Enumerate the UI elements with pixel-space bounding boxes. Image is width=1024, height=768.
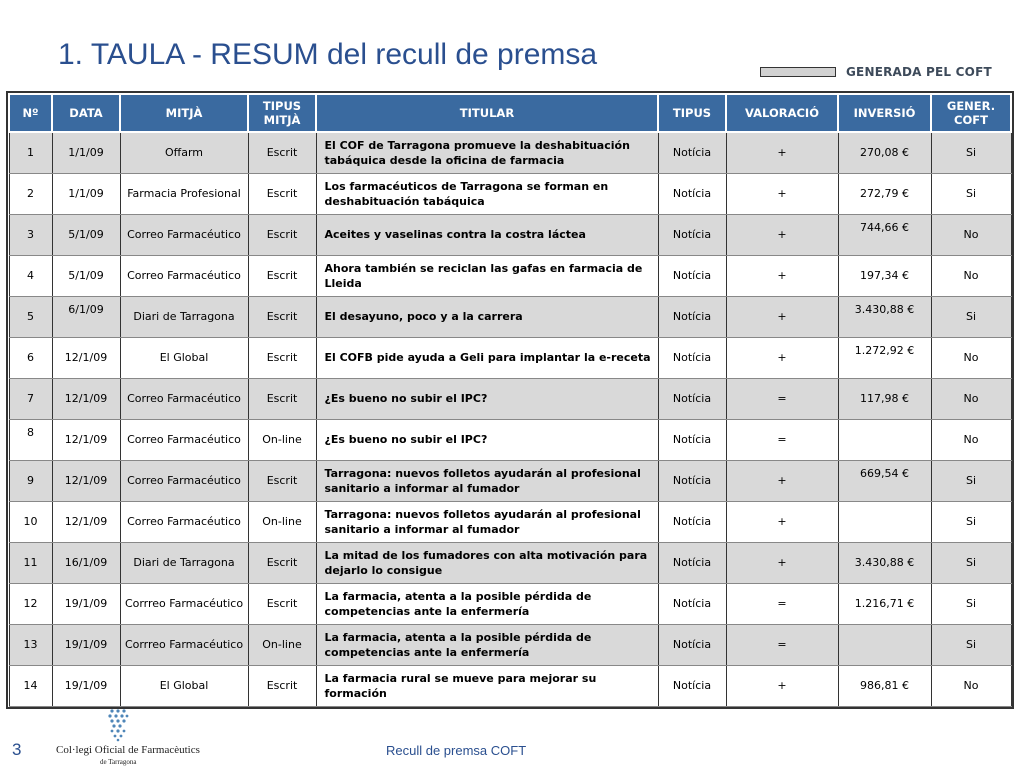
cell-gener-coft: No (931, 337, 1011, 378)
header-gener-coft: GENER. COFT (931, 94, 1011, 132)
cell-valoracio: = (726, 583, 838, 624)
cell-date: 12/1/09 (52, 378, 120, 419)
header-data: DATA (52, 94, 120, 132)
cell-gener-coft: No (931, 378, 1011, 419)
cell-gener-coft: No (931, 665, 1011, 706)
cell-date: 5/1/09 (52, 255, 120, 296)
cell-valoracio: = (726, 624, 838, 665)
cell-valoracio: = (726, 419, 838, 460)
cell-inversio: 1.216,71 € (838, 583, 931, 624)
cell-gener-coft: Si (931, 583, 1011, 624)
cell-tipus: Notícia (658, 173, 726, 214)
cell-date: 1/1/09 (52, 173, 120, 214)
cell-titular: Tarragona: nuevos folletos ayudarán al profesional sanitario a informar al fumador (316, 460, 658, 501)
cell-mitja: Diari de Tarragona (120, 296, 248, 337)
cell-inversio (838, 501, 931, 542)
cell-mitja: El Global (120, 337, 248, 378)
cell-tipus-mitja: Escrit (248, 214, 316, 255)
header-mitja: MITJÀ (120, 94, 248, 132)
cell-date: 5/1/09 (52, 214, 120, 255)
cell-num: 14 (9, 665, 52, 706)
cell-num: 10 (9, 501, 52, 542)
cell-tipus-mitja: Escrit (248, 132, 316, 173)
cell-tipus: Notícia (658, 583, 726, 624)
cell-tipus-mitja: On-line (248, 624, 316, 665)
cell-tipus-mitja: Escrit (248, 583, 316, 624)
cell-titular: Tarragona: nuevos folletos ayudarán al profesional sanitario a informar al fumador (316, 501, 658, 542)
cell-tipus-mitja: Escrit (248, 378, 316, 419)
cell-tipus: Notícia (658, 624, 726, 665)
table-row (9, 665, 1011, 706)
legend-label: GENERADA PEL COFT (846, 65, 992, 79)
cell-inversio: 3.430,88 € (838, 296, 931, 337)
cell-tipus: Notícia (658, 542, 726, 583)
cell-date: 12/1/09 (52, 419, 120, 460)
table-row (9, 214, 1011, 255)
cell-valoracio: + (726, 501, 838, 542)
cell-gener-coft: Si (931, 624, 1011, 665)
press-summary-table (8, 93, 1012, 707)
cell-tipus: Notícia (658, 337, 726, 378)
cell-date: 19/1/09 (52, 583, 120, 624)
cell-mitja: Corrreo Farmacéutico (120, 624, 248, 665)
cell-tipus: Notícia (658, 214, 726, 255)
cell-valoracio: + (726, 296, 838, 337)
cell-mitja: Diari de Tarragona (120, 542, 248, 583)
cell-num: 11 (9, 542, 52, 583)
cell-date: 19/1/09 (52, 665, 120, 706)
cell-titular: Ahora también se reciclan las gafas en farmacia de Lleida (316, 255, 658, 296)
header-tipus: TIPUS (658, 94, 726, 132)
header-tipus-mitja: TIPUS MITJÀ (248, 94, 316, 132)
cell-mitja: Corrreo Farmacéutico (120, 583, 248, 624)
cell-valoracio: + (726, 665, 838, 706)
cell-tipus: Notícia (658, 419, 726, 460)
table-row (9, 296, 1011, 337)
cell-tipus: Notícia (658, 296, 726, 337)
cell-gener-coft: Si (931, 296, 1011, 337)
cell-num: 12 (9, 583, 52, 624)
cell-mitja: Correo Farmacéutico (120, 214, 248, 255)
cell-tipus-mitja: Escrit (248, 337, 316, 378)
cell-num: 2 (9, 173, 52, 214)
cell-date: 16/1/09 (52, 542, 120, 583)
table-row (9, 337, 1011, 378)
cell-gener-coft: Si (931, 542, 1011, 583)
cell-date: 12/1/09 (52, 501, 120, 542)
cell-titular: ¿Es bueno no subir el IPC? (316, 378, 658, 419)
cell-inversio: 1.272,92 € (838, 337, 931, 378)
table-row (9, 501, 1011, 542)
cell-gener-coft: No (931, 214, 1011, 255)
cell-inversio: 117,98 € (838, 378, 931, 419)
cell-tipus-mitja: Escrit (248, 255, 316, 296)
cell-valoracio: + (726, 337, 838, 378)
cell-date: 12/1/09 (52, 460, 120, 501)
cell-num: 13 (9, 624, 52, 665)
coft-logo (56, 706, 200, 766)
legend (760, 65, 992, 79)
footer-text: Recull de premsa COFT (386, 743, 527, 758)
cell-gener-coft: No (931, 255, 1011, 296)
cell-num: 5 (9, 296, 52, 337)
cell-date: 12/1/09 (52, 337, 120, 378)
cell-num: 8 (9, 419, 52, 460)
cell-mitja: Correo Farmacéutico (120, 501, 248, 542)
table-row (9, 378, 1011, 419)
cell-gener-coft: Si (931, 132, 1011, 173)
cell-titular: El desayuno, poco y a la carrera (316, 296, 658, 337)
table-row (9, 583, 1011, 624)
cell-tipus: Notícia (658, 378, 726, 419)
cell-inversio: 270,08 € (838, 132, 931, 173)
cell-num: 1 (9, 132, 52, 173)
logo-line1: Col·legi Oficial de Farmacèutics (56, 744, 200, 756)
cell-titular: Aceites y vaselinas contra la costra láctea (316, 214, 658, 255)
cell-gener-coft: Si (931, 460, 1011, 501)
cell-mitja: El Global (120, 665, 248, 706)
table-row (9, 173, 1011, 214)
table-row (9, 132, 1011, 173)
cell-valoracio: = (726, 378, 838, 419)
cell-tipus-mitja: Escrit (248, 665, 316, 706)
cell-gener-coft: Si (931, 173, 1011, 214)
cell-valoracio: + (726, 460, 838, 501)
cell-tipus: Notícia (658, 255, 726, 296)
cell-valoracio: + (726, 255, 838, 296)
cell-tipus-mitja: Escrit (248, 296, 316, 337)
cell-tipus: Notícia (658, 501, 726, 542)
cell-tipus-mitja: Escrit (248, 542, 316, 583)
cell-tipus: Notícia (658, 132, 726, 173)
cell-num: 6 (9, 337, 52, 378)
header-num: Nº (9, 94, 52, 132)
cell-mitja: Correo Farmacéutico (120, 255, 248, 296)
pharmacy-logo-icon (106, 708, 130, 742)
table-row (9, 419, 1011, 460)
table-header-row (9, 94, 1011, 132)
cell-valoracio: + (726, 132, 838, 173)
table-row (9, 460, 1011, 501)
cell-titular: La farmacia, atenta a la posible pérdida de competencias ante la enfermería (316, 624, 658, 665)
cell-tipus-mitja: Escrit (248, 173, 316, 214)
cell-titular: La farmacia, atenta a la posible pérdida de competencias ante la enfermería (316, 583, 658, 624)
cell-tipus: Notícia (658, 460, 726, 501)
cell-num: 9 (9, 460, 52, 501)
cell-date: 1/1/09 (52, 132, 120, 173)
cell-mitja: Offarm (120, 132, 248, 173)
header-inversio: INVERSIÓ (838, 94, 931, 132)
cell-tipus-mitja: On-line (248, 419, 316, 460)
cell-inversio: 272,79 € (838, 173, 931, 214)
cell-titular: La mitad de los fumadores con alta motivación para dejarlo lo consigue (316, 542, 658, 583)
page-title: 1. TAULA - RESUM del recull de premsa (58, 38, 598, 71)
cell-inversio: 3.430,88 € (838, 542, 931, 583)
cell-titular: Los farmacéuticos de Tarragona se forman en deshabituación tabáquica (316, 173, 658, 214)
cell-tipus-mitja: Escrit (248, 460, 316, 501)
cell-valoracio: + (726, 542, 838, 583)
cell-mitja: Correo Farmacéutico (120, 378, 248, 419)
cell-mitja: Correo Farmacéutico (120, 419, 248, 460)
cell-mitja: Correo Farmacéutico (120, 460, 248, 501)
cell-num: 7 (9, 378, 52, 419)
header-titular: TITULAR (316, 94, 658, 132)
cell-num: 3 (9, 214, 52, 255)
cell-gener-coft: No (931, 419, 1011, 460)
cell-inversio: 669,54 € (838, 460, 931, 501)
cell-valoracio: + (726, 173, 838, 214)
cell-gener-coft: Si (931, 501, 1011, 542)
cell-inversio: 744,66 € (838, 214, 931, 255)
legend-swatch (760, 67, 836, 77)
table-row (9, 624, 1011, 665)
cell-date: 19/1/09 (52, 624, 120, 665)
cell-mitja: Farmacia Profesional (120, 173, 248, 214)
cell-titular: El COFB pide ayuda a Geli para implantar la e-receta (316, 337, 658, 378)
cell-valoracio: + (726, 214, 838, 255)
cell-inversio (838, 419, 931, 460)
cell-inversio (838, 624, 931, 665)
logo-line2: de Tarragona (100, 758, 137, 766)
cell-num: 4 (9, 255, 52, 296)
cell-titular: ¿Es bueno no subir el IPC? (316, 419, 658, 460)
table-row (9, 542, 1011, 583)
header-valoracio: VALORACIÓ (726, 94, 838, 132)
cell-titular: La farmacia rural se mueve para mejorar su formación (316, 665, 658, 706)
cell-date: 6/1/09 (52, 296, 120, 337)
cell-titular: El COF de Tarragona promueve la deshabituación tabáquica desde la oficina de farmacia (316, 132, 658, 173)
cell-inversio: 986,81 € (838, 665, 931, 706)
cell-inversio: 197,34 € (838, 255, 931, 296)
page-number: 3 (12, 740, 22, 759)
cell-tipus-mitja: On-line (248, 501, 316, 542)
table-row (9, 255, 1011, 296)
cell-tipus: Notícia (658, 665, 726, 706)
